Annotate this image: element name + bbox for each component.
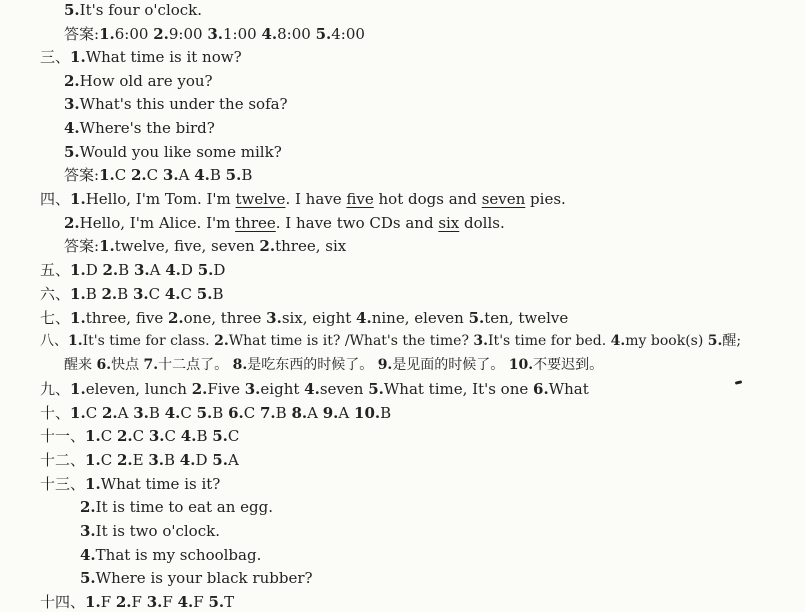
answer-text: C: [85, 404, 102, 422]
answer-text: It's four o'clock.: [79, 1, 203, 19]
answer-text: What time is it? /What's the time?: [228, 333, 474, 349]
answer-text: C: [148, 285, 165, 303]
item-number: 4.: [194, 166, 210, 184]
item-number: 1.: [70, 190, 86, 208]
item-number: 8.: [232, 357, 248, 373]
item-number: 1.: [85, 475, 101, 493]
answer-line: [64, 71, 213, 91]
answer-text: seven: [319, 380, 369, 398]
answer-text: one, three: [183, 309, 267, 327]
item-number: 5.: [64, 143, 80, 161]
answer-text: C: [114, 166, 131, 184]
answer-text: B: [212, 285, 224, 303]
item-number: 6.: [228, 404, 244, 422]
item-number: 3.: [133, 261, 150, 279]
item-number: 2.: [115, 593, 132, 611]
item-number: 2.: [191, 380, 208, 398]
item-number: 1.: [85, 593, 101, 611]
section-14-line: [40, 592, 234, 612]
answer-text: B: [380, 404, 392, 422]
item-number: 7.: [260, 404, 276, 422]
answer-text: 醒;: [722, 333, 742, 349]
item-number: 4.: [164, 404, 181, 422]
section-8-continued-line: [64, 355, 603, 375]
answer-line: [64, 0, 202, 20]
item-number: 2.: [102, 261, 119, 279]
answer-text: 五、: [40, 261, 71, 279]
answer-line: [64, 142, 282, 162]
answer-text: F: [100, 593, 116, 611]
answer-text: D: [213, 261, 226, 279]
item-number: 1.: [70, 285, 86, 303]
section-6-line: [40, 284, 224, 304]
answer-text: F: [162, 593, 178, 611]
answer-text: B: [85, 285, 102, 303]
section-13-line: [40, 474, 220, 494]
section-12-line: [40, 450, 239, 470]
answer-text: C: [227, 427, 240, 445]
item-number: 10.: [508, 357, 534, 373]
answer-text: hot dogs and: [373, 190, 482, 208]
item-number: 5.: [707, 333, 723, 349]
item-number: 5.: [208, 593, 225, 611]
answer-text: B: [196, 427, 213, 445]
answer-text: 9:00: [168, 25, 208, 43]
item-number: 9.: [377, 357, 393, 373]
answer-text: Five: [207, 380, 245, 398]
answer-text: Where is your black rubber?: [95, 569, 313, 587]
item-number: 2.: [130, 166, 147, 184]
answer-text: C: [243, 404, 260, 422]
answer-text: D: [85, 261, 103, 279]
item-number: 3.: [473, 333, 489, 349]
answer-text: B: [148, 404, 165, 422]
answer-text: twelve, five, seven: [114, 237, 260, 255]
item-number: 5.: [468, 309, 485, 327]
item-number: 4.: [64, 119, 80, 137]
answer-text: 十三、: [40, 475, 86, 493]
underlined-answer: five: [346, 190, 374, 208]
answer-text: three, five: [85, 309, 168, 327]
answer-text: 8:00: [277, 25, 316, 43]
underlined-answer: seven: [481, 190, 526, 208]
answer-text: 十、: [40, 404, 71, 422]
answer-text: B: [209, 166, 226, 184]
answer-text: 十二点了。: [158, 357, 233, 373]
answer-text: 是吃东西的时候了。: [247, 357, 378, 373]
item-number: 2.: [153, 25, 169, 43]
answer-text: What time is it now?: [85, 48, 242, 66]
answer-text: nine, eleven: [371, 309, 469, 327]
answer-text: B: [118, 261, 134, 279]
underlined-answer: six: [438, 214, 460, 232]
answer-text: A: [307, 404, 323, 422]
item-number: 1.: [99, 166, 115, 184]
item-number: 4.: [179, 451, 196, 469]
item-number: 7.: [143, 357, 159, 373]
answer-text: 四、: [40, 190, 71, 208]
item-number: 2.: [167, 309, 184, 327]
section-7-line: [40, 308, 568, 328]
answer-text: What time is it?: [100, 475, 221, 493]
answer-text: 八、: [40, 333, 68, 349]
item-number: 5.: [212, 451, 228, 469]
item-number: 4.: [165, 261, 181, 279]
item-number: 5.: [196, 285, 213, 303]
answer-text: my book(s): [625, 333, 708, 349]
answer-text: 快点: [111, 357, 144, 373]
answer-text: 答案:: [64, 25, 100, 43]
answer-line: [64, 236, 346, 256]
answer-text: 三、: [40, 48, 71, 66]
answer-text: six, eight: [281, 309, 357, 327]
item-number: 4.: [610, 333, 626, 349]
answer-text: T: [224, 593, 235, 611]
answer-line: [64, 118, 215, 138]
answer-text: 答案:: [64, 166, 100, 184]
answer-text: B: [164, 451, 180, 469]
item-number: 2.: [116, 427, 133, 445]
answer-text: eleven, lunch: [85, 380, 192, 398]
answer-text: It is time to eat an egg.: [95, 498, 274, 516]
answer-text: 十四、: [40, 593, 86, 611]
item-number: 1.: [70, 309, 86, 327]
answer-text: B: [241, 166, 253, 184]
item-number: 2.: [259, 237, 276, 255]
answer-text: A: [178, 166, 195, 184]
item-number: 8.: [291, 404, 308, 422]
answer-text: D: [180, 261, 198, 279]
item-number: 6.: [96, 357, 112, 373]
answer-line: [64, 94, 288, 114]
answer-text: Would you like some milk?: [79, 143, 282, 161]
section-3-line: [40, 47, 242, 67]
item-number: 1.: [85, 427, 101, 445]
item-number: 3.: [266, 309, 282, 327]
answer-line: [80, 568, 313, 588]
item-number: 3.: [148, 451, 164, 469]
answer-text: . I have two CDs and: [275, 214, 439, 232]
section-5-line: [40, 260, 225, 280]
answer-text: 醒来: [64, 357, 97, 373]
item-number: 2.: [80, 498, 96, 516]
ink-mark: [735, 380, 742, 384]
item-number: 5.: [80, 569, 96, 587]
item-number: 5.: [368, 380, 384, 398]
answer-text: Hello, I'm Alice. I'm: [79, 214, 236, 232]
underlined-answer: twelve: [235, 190, 286, 208]
section-4-line: [40, 189, 566, 209]
section-9-line: [40, 379, 589, 399]
item-number: 3.: [148, 427, 165, 445]
answer-text: A: [149, 261, 166, 279]
item-number: 4.: [177, 593, 194, 611]
answer-text: C: [100, 451, 117, 469]
item-number: 3.: [132, 285, 149, 303]
answer-text: 六、: [40, 285, 71, 303]
item-number: 3.: [133, 404, 149, 422]
answer-text: C: [100, 427, 117, 445]
answer-text: 6:00: [114, 25, 154, 43]
answer-text: pies.: [525, 190, 566, 208]
answer-text: How old are you?: [79, 72, 213, 90]
answer-text: Where's the bird?: [79, 119, 215, 137]
item-number: 1.: [70, 261, 86, 279]
answer-text: What time, It's one: [383, 380, 534, 398]
item-number: 1.: [70, 48, 86, 66]
answer-line: [80, 545, 261, 565]
item-number: 2.: [101, 285, 118, 303]
answer-text: 1:00: [222, 25, 262, 43]
answer-text: It's time for bed.: [488, 333, 611, 349]
item-number: 4.: [261, 25, 278, 43]
item-number: 10.: [354, 404, 381, 422]
answer-text: ten, twelve: [484, 309, 569, 327]
answer-text: B: [212, 404, 229, 422]
answer-text: F: [131, 593, 147, 611]
item-number: 5.: [64, 1, 80, 19]
item-number: 3.: [207, 25, 223, 43]
answer-text: C: [180, 285, 197, 303]
item-number: 4.: [80, 546, 96, 564]
item-number: 5.: [196, 404, 213, 422]
item-number: 3.: [80, 522, 96, 540]
item-number: 3.: [64, 95, 80, 113]
item-number: 4.: [180, 427, 197, 445]
answer-text: It is two o'clock.: [95, 522, 220, 540]
item-number: 1.: [70, 380, 86, 398]
answer-text: C: [180, 404, 197, 422]
answer-line: [64, 24, 365, 44]
answer-text: C: [146, 166, 163, 184]
answer-text: 九、: [40, 380, 71, 398]
answer-text: 十一、: [40, 427, 86, 445]
item-number: 3.: [146, 593, 163, 611]
answer-text: C: [132, 427, 149, 445]
answer-text: B: [117, 285, 133, 303]
answer-line: [64, 213, 505, 233]
answer-text: 不要迟到。: [533, 357, 604, 373]
section-11-line: [40, 426, 239, 446]
answer-line: [80, 521, 220, 541]
item-number: 1.: [99, 25, 115, 43]
answer-text: What's this under the sofa?: [79, 95, 288, 113]
item-number: 6.: [533, 380, 549, 398]
item-number: 2.: [64, 214, 80, 232]
item-number: 2.: [116, 451, 133, 469]
item-number: 2.: [214, 333, 229, 349]
answer-text: B: [275, 404, 292, 422]
answer-line: [64, 165, 252, 185]
item-number: 1.: [85, 451, 101, 469]
item-number: 5.: [212, 427, 228, 445]
item-number: 5.: [197, 261, 214, 279]
answer-line: [80, 497, 273, 517]
answer-text: E: [132, 451, 149, 469]
answer-text: D: [195, 451, 213, 469]
answer-text: It's time for class.: [82, 333, 215, 349]
answer-text: 十二、: [40, 451, 86, 469]
answer-text: That is my schoolbag.: [95, 546, 262, 564]
answer-text: eight: [260, 380, 305, 398]
underlined-answer: three: [235, 214, 276, 232]
answer-text: A: [117, 404, 134, 422]
item-number: 5.: [315, 25, 332, 43]
answer-text: F: [193, 593, 209, 611]
answer-text: 是见面的时候了。: [392, 357, 509, 373]
item-number: 4.: [304, 380, 320, 398]
answer-text: C: [164, 427, 181, 445]
answer-text: 七、: [40, 309, 71, 327]
answer-text: 4:00: [331, 25, 365, 43]
item-number: 3.: [162, 166, 179, 184]
section-8-line: [40, 331, 741, 351]
item-number: 2.: [64, 72, 80, 90]
item-number: 1.: [99, 237, 115, 255]
answer-text: A: [227, 451, 239, 469]
item-number: 2.: [101, 404, 118, 422]
answer-text: A: [338, 404, 355, 422]
item-number: 5.: [225, 166, 242, 184]
answer-text: 答案:: [64, 237, 100, 255]
section-10-line: [40, 403, 391, 423]
item-number: 1.: [68, 333, 83, 349]
item-number: 9.: [322, 404, 339, 422]
item-number: 4.: [164, 285, 181, 303]
answer-text: three, six: [275, 237, 347, 255]
item-number: 4.: [356, 309, 372, 327]
answer-text: . I have: [285, 190, 347, 208]
answer-text: Hello, I'm Tom. I'm: [85, 190, 236, 208]
item-number: 3.: [244, 380, 261, 398]
item-number: 1.: [70, 404, 86, 422]
answer-text: dolls.: [459, 214, 505, 232]
answer-text: What: [548, 380, 589, 398]
